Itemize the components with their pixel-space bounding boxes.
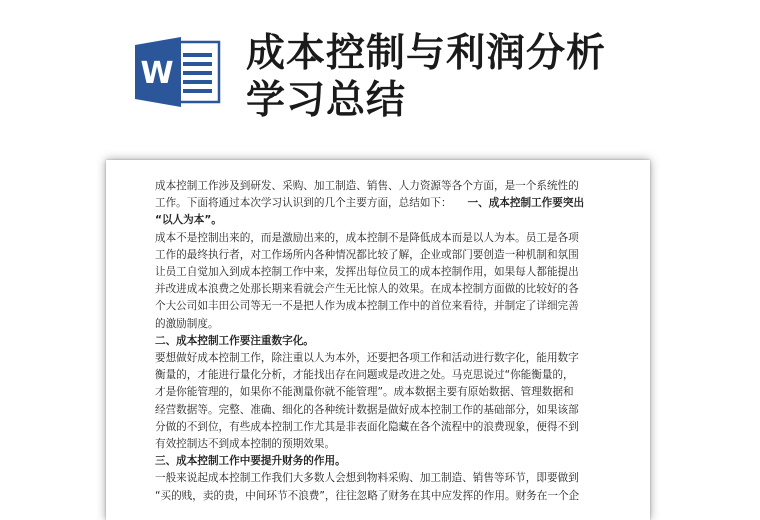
word-document-icon xyxy=(135,36,223,108)
document-line: 成本不是控制出来的，而是激励出来的，成本控制不是降低成本而是以人为本。员工是各项 xyxy=(155,231,579,244)
title-line-1: 成本控制与利润分析 xyxy=(246,31,607,76)
document-line: 的激励制度。 xyxy=(155,317,219,330)
title-line-2: 学习总结 xyxy=(246,78,407,123)
document-line: 分做的不到位，有些成本控制工作尤其是非表面化隐藏在各个流程中的浪费现象，便得不到 xyxy=(155,420,579,433)
document-line: 衡量的，才能进行量化分析，才能找出存在问题或是改进之处。马克思说过“你能衡量的， xyxy=(155,369,574,382)
document-line: 有效控制达不到成本控制的预期效果。 xyxy=(155,438,336,451)
section-heading-2: 二、成本控制工作要注重数字化。 xyxy=(155,334,314,347)
header xyxy=(0,0,760,160)
document-line-text: 工作。下面将通过本次学习认识到的几个主要方面，总结如下： xyxy=(155,197,452,210)
section-heading-1: 一、成本控制工作要突出 xyxy=(467,197,585,210)
document-line xyxy=(155,195,613,212)
document-line: 一般来说起成本控制工作我们大多数人会想到物料采购、加工制造、销售等环节，即要做到 xyxy=(155,472,579,485)
document-line: 个大公司如丰田公司等无一不是把人作为成本控制工作中的首位来看待，并制定了详细完善 xyxy=(155,300,579,313)
document-line: 工作的最终执行者，对工作场所内各种情况都比较了解，企业或部门要创造一种机制和氛围 xyxy=(155,248,579,261)
document-line: 才是你能管理的，如果你不能测量你就不能管理”。成本数据主要有原始数据、管理数据和 xyxy=(155,386,574,399)
document-line: 让员工自觉加入到成本控制工作中来，发挥出每位员工的成本控制作用，如果每人都能提出 xyxy=(155,266,579,279)
document-line: “买的贱，卖的贵，中间环节不浪费”，往往忽略了财务在其中应发挥的作用。财务在一个企 xyxy=(155,489,580,502)
document-body xyxy=(155,178,613,505)
section-heading-1-cont: “以人为本”。 xyxy=(155,214,222,227)
document-line: 并改进成本浪费之处那长期来看就会产生无比惊人的效果。在成本控制方面做的比较好的各 xyxy=(155,283,579,296)
document-line: 经营数据等。完整、准确、细化的各种统计数据是做好成本控制工作的基础部分，如果该部 xyxy=(155,403,579,416)
page-title xyxy=(246,30,666,124)
document-line: 成本控制工作涉及到研发、采购、加工制造、销售、人力资源等各个方面，是一个系统性的 xyxy=(155,180,579,192)
section-heading-3: 三、成本控制工作中要提升财务的作用。 xyxy=(155,455,346,468)
document-line: 要想做好成本控制工作，除注重以人为本外，还要把各项工作和活动进行数字化，能用数字 xyxy=(155,352,579,365)
svg-text:W: W xyxy=(140,56,174,91)
document-page xyxy=(106,160,650,520)
